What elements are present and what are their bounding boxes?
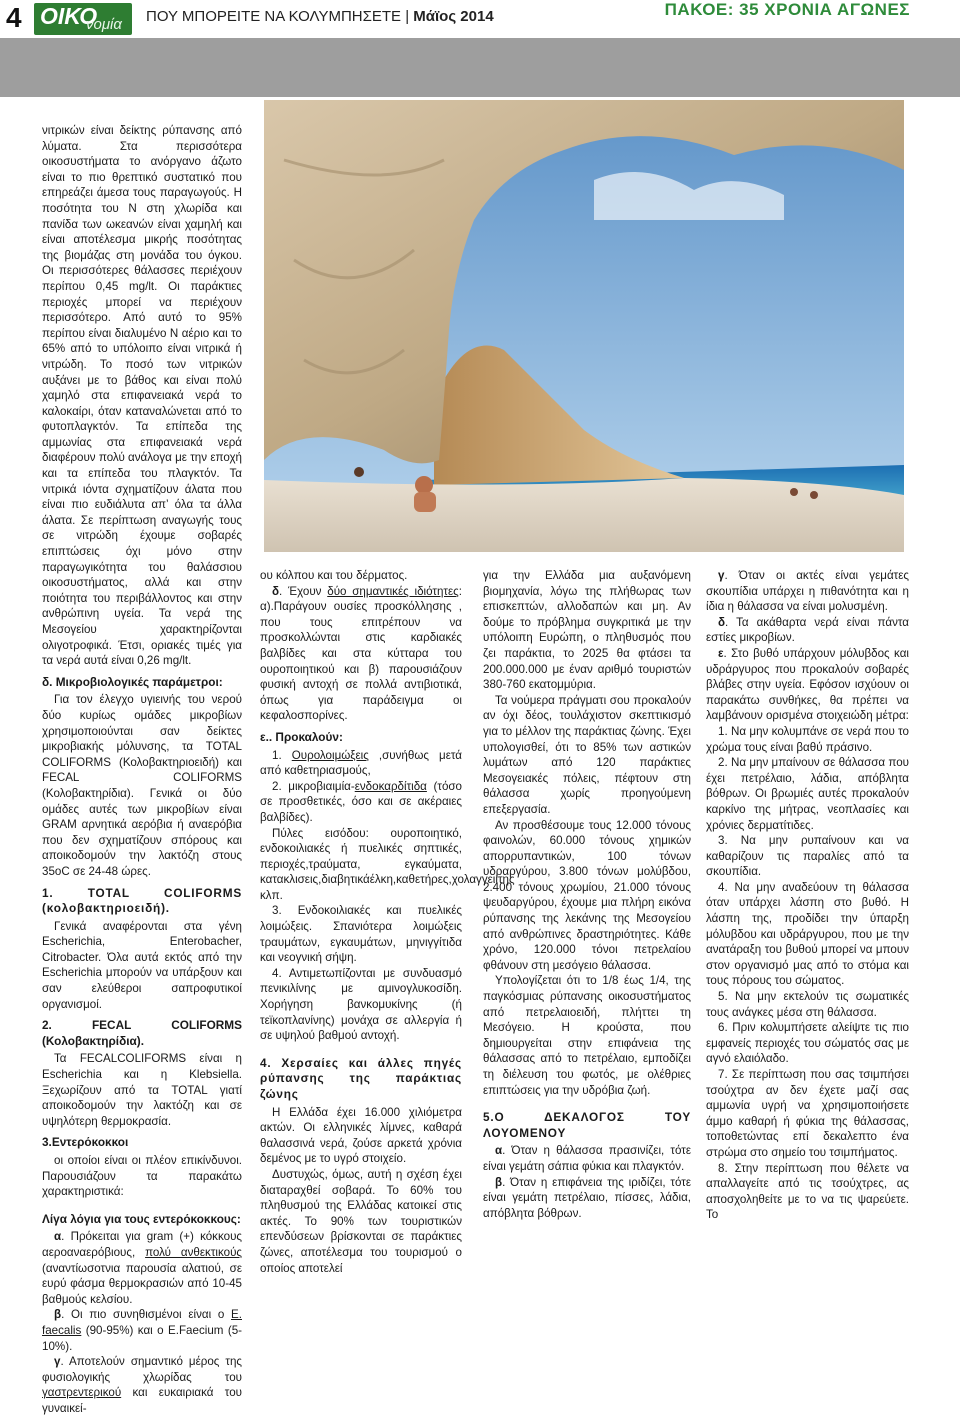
paragraph: για την Ελλάδα μια αυξανόμενη βιομηχανία, λόγω της πλήθωρας των επισκεπτών, αλλοδαπών και μη. Αν δούμε το πρόβλημα συγκριτικά με την υπόλοιπη Ευρώπη, ο πληθυσμός που ζει παράκτια, το 2025 θα φτάσει τα 200.000.000 με έναν αριθμό τουριστών 380-760 εκατομμύρια. [483,569,691,692]
list-item [42,1229,242,1307]
rule-item: 8. Στην περίπτωση που θέλετε να απαλλαγείτε από τις τσούχτρες, ας αποσχοληθείτε με το να τις ψαρεύετε. Το [706,1161,909,1222]
paragraph: οι οποίοι είναι οι πλέον επικίνδυνοι. Παρουσιάζουν τα παρακάτω χαρακτηριστικά: [42,1154,242,1199]
article-column-3 [483,568,691,1221]
item-text: . Έχουν [279,584,328,598]
section-heading [42,886,242,917]
logo-sub-text: νομία [86,16,122,33]
item-text: . Οι πιο συνηθισμένοι είναι ο [61,1308,232,1322]
section-heading: 5.Ο ΔΕΚΑΛΟΓΟΣ ΤΟΥ ΛΟΥΟΜΕΝΟΥ [483,1110,691,1140]
section-heading: 4. Χερσαίες και άλλες πηγές ρύπανσης της παράκτιας ζώνης [260,1055,462,1101]
distant-person [790,488,798,496]
underlined-text: E. faecalis [42,1308,242,1337]
section-heading: 3.Εντερόκοκκοι [42,1135,129,1150]
header-section-title: ΠΟΥ ΜΠΟΡΕΙΤΕ ΝΑ ΚΟΛΥΜΠΗΣΕΤΕ | [146,8,410,25]
item-text: . Όταν η επιφάνεια της ιριδίζει, τότε είναι γεμάτη πετρέλαιο, πίσσες, λάδια, απόβλητα βόθρων. [483,1175,691,1220]
paragraph: Αν προσθέσουμε τους 12.000 τόνους φαινολών, 60.000 τόνους χημικών απορρυπαντικών, 100 τόνων υδραργύρου, 3.800 τόνων μολύβδου, 2.400 τόνους χρωμίου, 21.000 τόνους ψευδαργύρου, έχουμε μια πλήρη εικόνα ρύπανσης της λεκάνης της Μεσογείου από ανθρώπινες δραστηριότητες. Κάθε χρόνο, 120.000 τόνοι πετρελαίου φθάνουν στη μεσόγειο θάλασσα. [483,818,691,972]
list-item [42,1307,242,1354]
beach-sand [264,478,904,552]
item-number: 1. [272,748,292,762]
item-text: (90-95%) και ο E.Faecium (5-10%). [42,1323,242,1353]
item-number: 2. μικροβιαιμία- [272,779,355,793]
item-label: β [495,1175,503,1189]
paragraph: Η Ελλάδα έχει 16.000 χιλιόμετρα ακτών. Οι ελληνικές λίμνες, καθαρά θαλασσινά νερά, ζούσε αρκετά χρόνια δεμένος με το υγρό στοιχείο. [260,1105,462,1166]
item-label: α [54,1230,62,1244]
heading-text: 1. TOTAL COLIFORMS (κολοβακτηριοειδή). [42,885,242,916]
section-heading: ε.. Προκαλούν: [260,729,343,744]
list-item [706,615,909,646]
list-item [42,1354,242,1416]
item-label: δ [272,584,280,598]
list-item: 3. Ενδοκοιλιακές και πυελικές λοιμώξεις. Σπανιότερα λοιμώξεις τραυμάτων, εγκαυμάτων, μηνιγγίτιδα και νεογνική σήψη. [260,904,462,965]
underlined-text: ενδοκαρδίτιδα [354,779,427,793]
item-label: γ [718,569,725,582]
item-label: δ [718,615,726,629]
header-title [146,8,494,25]
oikonomia-logo [34,3,132,35]
list-item [706,568,909,615]
list-item [706,646,909,724]
list-item [483,1143,691,1174]
header-right-title: ΠΑΚΟΕ: 35 ΧΡΟΝΙΑ ΑΓΩΝΕΣ [664,0,910,19]
header-date: Μάϊος 2014 [413,8,494,25]
sunbather-body [414,492,436,512]
sunbather-figure [415,476,433,494]
section-heading: δ. Μικροβιολογικές παράμετροι: [42,674,223,689]
item-text: . Πρόκειται για gram (+) κόκκους αεροαναερόβιους, [42,1230,242,1259]
item-text: (τόσο σε προσθετικές, όσο και σε ακέραιες βαλβίδες). [260,779,462,824]
paragraph: νιτρικών είναι δείκτης ρύπανσης από λύματα. Στα περισσότερα οικοσυστήματα το ανόργανο άζωτο είναι το πιο θρεπτικό συστατικό που επηρεάζει άμεσα τους παραγωγούς. Η ποσότητα του Ν στη χλωρίδα και πανίδα των ωκεανών είναι χαμηλή και είναι αποτέλεσμα μικρής ποσότητας της βιομάζας στη μονάδα του όγκου. Οι περισσότερες θάλασσες περιέχουν περίπου 0,45 mg/lt. Οι παράκτιες περιοχές μπορεί να περιέχουν περισσότερο. Από αυτό το 95% περίπου είναι διαλυμένο Ν αέριο και το 65% από το υπόλοιπο είναι νιτρικά ή νιτρώδη. Το ποσό των νιτρικών αυξάνει με το βάθος και είναι πολύ χαμηλό στα επιφανειακά νερά το καλοκαίρι, όταν καταναλώνεται από το φυτοπλαγκτόν. Τα επίπεδα της αμμωνίας στα επιφανειακά νερά διαφέρουν πολύ ανάλογα με την εποχή και τα επίπεδα του πλαγκτόν. Τα νιτρικά ιόντα σχηματίζουν άλατα που είναι πιο ευδιάλυτα απ’ όλα τα άλλα άλατα. Σε περίπτωση αναγωγής τους σε νιτρώδη έχουμε σοβαρές επιπτώσεις όχι μόνο στην παραγωγικότητα του θαλάσσιου οικοσυστήματος, αλλά και στην ποιότητα του περιβάλλοντος και στην ανθρώπινη υγεία. Τα νερά της Μεσογείου χαρακτηρίζονται ολιγοτροφικά. Έτσι, οριακές τιμές για τα νερά αυτά είναι 0,26 mg/lt. [42,124,242,668]
underlined-text: δύο σημαντικές ιδιότητες [327,584,459,598]
list-item [260,779,462,826]
rule-item: 3. Να μην ρυπαίνουν και να καθαρίζουν τις παραλίες από τα σκουπίδια. [706,834,909,879]
item-text: . Όταν η θάλασσα πρασινίζει, τότε είναι γεμάτη σάπια φύκια και πλαγκτόν. [483,1144,691,1173]
item-text: . Στο βυθό υπάρχουν μόλυβδος και υδράργυρος που προκαλούν σοβαρές βλάβες στην υγεία. Εφόσον ισχύουν οι παρακάτω συνθήκες, θα πρέπει να λαμβάνουν ορισμένα στοιχειώδη μέτρα: [706,646,909,723]
section-heading: Λίγα λόγια για τους εντερόκοκκους: [42,1211,241,1226]
underlined-text: πολύ ανθεκτικούς [145,1245,242,1259]
article-column-1 [42,123,242,1417]
article-column-2 [260,568,515,1276]
sea-cave-beach-photo [264,100,904,552]
rule-item: 4. Να μην αναδεύουν τη θάλασσα όταν υπάρχει λάσπη στο βυθό. Η λάσπη της, προδίδει την ύπαρξη μόλυβδου και υδράργυρου, που με την ανατάραξη του βυθού μπορεί να μπουν στον οργανισμό μας από το στόμα και τους πόρους του σώματος. [706,880,909,988]
paragraph: ου κόλπου και του δέρματος. [260,569,408,582]
item-text: . Αποτελούν σημαντικό μέρος της φυσιολογικής χλωρίδας του [42,1355,242,1384]
rule-item: 1. Να μην κολυμπάνε σε νερά που το χρώμα τους είναι βαθύ πράσινο. [706,724,909,754]
paragraph: Δυστυχώς, όμως, αυτή η σχέση έχει διαταραχθεί σοβαρά. Το 60% του πληθυσμού της Ελλάδας κατοικεί στις ακτές. Το 90% των τουριστικών επενδύσεων βρίσκονται σε παράκτιες ζώνες, αποτέλεσμα του τουρισμού ο οποίος αποτελεί [260,1167,462,1275]
underlined-text: Ουρολοιμώξεις [291,748,369,762]
header-gray-band [0,38,960,97]
item-text: (αναντίωσοτνια παρουσία αλατιού, σε ευρύ φάσμα θερμοκρασιών από 10-45 βαθμούς κελσίου. [42,1261,242,1306]
beachgoer [354,467,364,477]
paragraph: Γενικά αναφέρονται στα γένη Escherichia, Enterobacher, Citrobacter. Όλα αυτά εκτός από την Escherichia μπορούν να υπάρξουν και σαν ελεύθεροι σαπροφυτικοί οργανισμοί. [42,919,242,1011]
rule-item: 6. Πριν κολυμπήσετε αλείψτε τις πιο εμφανείς περιοχές του σώματός σας με αγνό ελαιόλαδο. [706,1021,909,1066]
page-number: 4 [6,2,22,33]
paragraph: Για τον έλεγχο υγιεινής του νερού δύο κυρίως ομάδες μικροβίων χρησιμοποιούνται σαν δείκτες μικροβιακής μόλυνσης, τα TOTAL COLIFORMS (Κολοβακτηριοειδή) και FECAL COLIFORMS (Κολοβακτηρίδια). Γενικά οι δύο ομάδες αυτές των μικροβίων είναι GRAM αρνητικά αερόβια ή αναερόβια που δεν σχηματίζουν σπόρους και αποικοδομούν την λακτόζη στους 35oC σε 24-48 ώρες. [42,693,242,878]
underlined-text: γαστρεντερικού [42,1386,122,1400]
rule-item: 2. Να μην μπαίνουν σε θάλασσα που έχει πετρέλαιο, λάδια, απόβλητα βόθρων. Οι βρωμιές αυτές προκαλούν καρκίνο της μήτρας, νεοπλασίες και χρόνιες δερματίτιδες. [706,756,909,832]
item-text: . Όταν οι ακτές είναι γεμάτες σκουπίδια υπάρχει η πιθανότητα και η ίδια η θάλασσα να είναι μολυσμένη. [706,569,909,614]
rule-item: 7. Σε περίπτωση που σας τσιμπήσει τσούχτρα αν δεν έχετε μαζί σας αμμωνία υγρή να χρησιμοποιήσετε άμμο καθαρή ή φύκια της θάλασσας, τοποθετώντας επί δεκαλεπτο ένα στρώμα στο σημείο του τσιμπήματος. [706,1068,909,1159]
item-label: α [495,1144,503,1158]
paragraph: Υπολογίζεται ότι το 1/8 έως 1/4, της παγκόσμιας ρύπανσης οικοσυστήματος από πετρελαιοειδή, πλήττει τη Μεσόγειο. Η κρούστα, που δημιουργείται στην επιφάνεια της θάλασσας από το πετρέλαιο, εμποδίζει τη διέλευση του φωτός, με ολέθριες επιπτώσεις για την υδρόβια ζωή. [483,974,691,1097]
item-label: γ [54,1355,61,1369]
paragraph: Πύλες εισόδου: ουροποιητικό, ενδοκοιλιακές ή πυελικές σηπτικές, περιοχές,τραύματα, εγκαύματα, κατακλισεις,διαβητικάέλκη,καθετήρες,χολαγγειίτης κλπ. [260,826,515,902]
section-heading: 2. FECAL COLIFORMS (Κολοβακτηρίδια). [42,1018,242,1048]
page-header [0,0,960,40]
list-item [483,1175,691,1222]
distant-person [810,491,818,499]
list-item [260,748,462,779]
item-label: ε [718,646,724,660]
list-item [260,584,462,724]
item-text: : α).Παράγουν ουσίες προσκόλλησης , που τους επιτρέπουν να προσκολλώνται στις καρδιακές βαλβίδες και στα κύτταρα του ουροποιητικού και β) παρουσιάζουν φυσική αντοχή σε πολλά αντιβιοτικά, όπως για παράδειγμα οι κεφαλοσπορίνες. [260,584,462,723]
item-text: και ευκαιριακά του γυναικεί- [42,1386,242,1415]
logo-main-text: ΟΙΚΟ [40,3,98,29]
article-column-4 [706,568,909,1223]
item-text: . Τα ακάθαρτα νερά είναι πάντα εστίες μικροβίων. [706,615,909,645]
list-item: 4. Αντιμετωπίζονται με συνδυασμό πενικιλίνης με αμινογλυκοσίδη. Χορήγηση βανκομυκίνης (ή τεϊκοπλανίνης) μονάχα σε αλλεργία ή σε υψηλού βαθμού αντοχή. [260,966,462,1043]
item-text: ,συνήθως μετά από καθετηριασμούς, [260,748,462,778]
rule-item: 5. Να μην εκτελούν τις σωματικές τους ανάγκες μέσα στη θάλασσα. [706,990,909,1019]
paragraph: Τα νούμερα πράγματι σου προκαλούν αν όχι δέος, τουλάχιστον σκεπτικισμό για το μέλλον της παράκτιας ζώνης. Έχει υπολογισθεί, ότι το 85% των αστικών λυμάτων από 120 παράκτιες Μεσογειακές πόλεις, πέφτουν στη θάλασσα χωρίς προηγούμενη επεξεργασία. [483,693,691,816]
paragraph: Τα FECALCOLIFORMS είναι η Escherichia και η Klebsiella. Ξεχωρίζουν από τα TOTAL γιατί αποικοδομούν την λακτόζη και σε υψηλότερη θερμοκρασία. [42,1052,242,1128]
item-label: β [54,1308,62,1322]
